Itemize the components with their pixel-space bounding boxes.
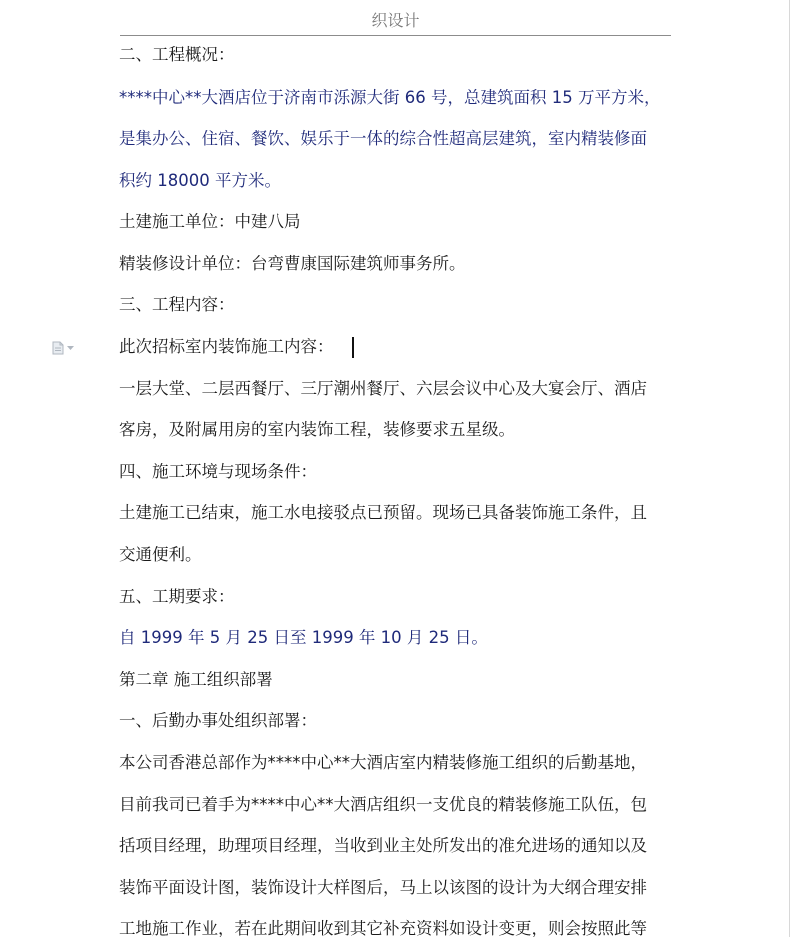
text-line: 四、施工环境与现场条件：: [119, 462, 317, 481]
chevron-down-icon: [67, 346, 74, 351]
text-line: 积约 18000 平方米。: [119, 171, 281, 190]
text-line: 精装修设计单位：台弯曹康国际建筑师事务所。: [119, 254, 466, 273]
text-line: 自 1999 年 5 月 25 日至 1999 年 10 月 25 日。: [119, 628, 488, 647]
text-line: 是集办公、住宿、餐饮、娱乐于一体的综合性超高层建筑，室内精装修面: [119, 129, 647, 148]
text-line: 工地施工作业，若在此期间收到其它补充资料如设计变更，则会按照此等: [119, 919, 647, 937]
text-cursor: [352, 337, 354, 358]
text-line: 交通便利。: [119, 545, 202, 564]
header-rule: [120, 35, 671, 36]
text-line: 客房，及附属用房的室内装饰工程，装修要求五星级。: [119, 420, 515, 439]
text-line: 此次招标室内装饰施工内容：: [119, 337, 334, 356]
text-line: 三、工程内容：: [119, 295, 235, 314]
text-line: 土建施工单位：中建八局: [119, 212, 301, 231]
text-line: 一层大堂、二层西餐厅、三厅潮州餐厅、六层会议中心及大宴会厅、酒店: [119, 379, 647, 398]
text-line: 装饰平面设计图，装饰设计大样图后，马上以该图的设计为大纲合理安排: [119, 878, 647, 897]
text-line: 本公司香港总部作为****中心**大酒店室内精装修施工组织的后勤基地，: [119, 753, 647, 772]
page-header-title: 织设计: [371, 11, 420, 30]
text-line: 括项目经理，助理项目经理，当收到业主处所发出的准允进场的通知以及: [119, 836, 647, 855]
page-edge: [789, 0, 790, 937]
document-icon: [52, 341, 64, 355]
text-line: 二、工程概况：: [119, 45, 235, 64]
text-line: 五、工期要求：: [119, 587, 235, 606]
paragraph-options-button[interactable]: [52, 339, 82, 357]
text-line: ****中心**大酒店位于济南市泺源大街 66 号，总建筑面积 15 万平方米，: [119, 88, 661, 107]
text-line: 一、后勤办事处组织部署：: [119, 711, 317, 730]
text-line: 土建施工已结束，施工水电接驳点已预留。现场已具备装饰施工条件，且: [119, 503, 647, 522]
text-line: 目前我司已着手为****中心**大酒店组织一支优良的精装修施工队伍，包: [119, 795, 647, 814]
text-line: 第二章 施工组织部署: [119, 670, 273, 689]
